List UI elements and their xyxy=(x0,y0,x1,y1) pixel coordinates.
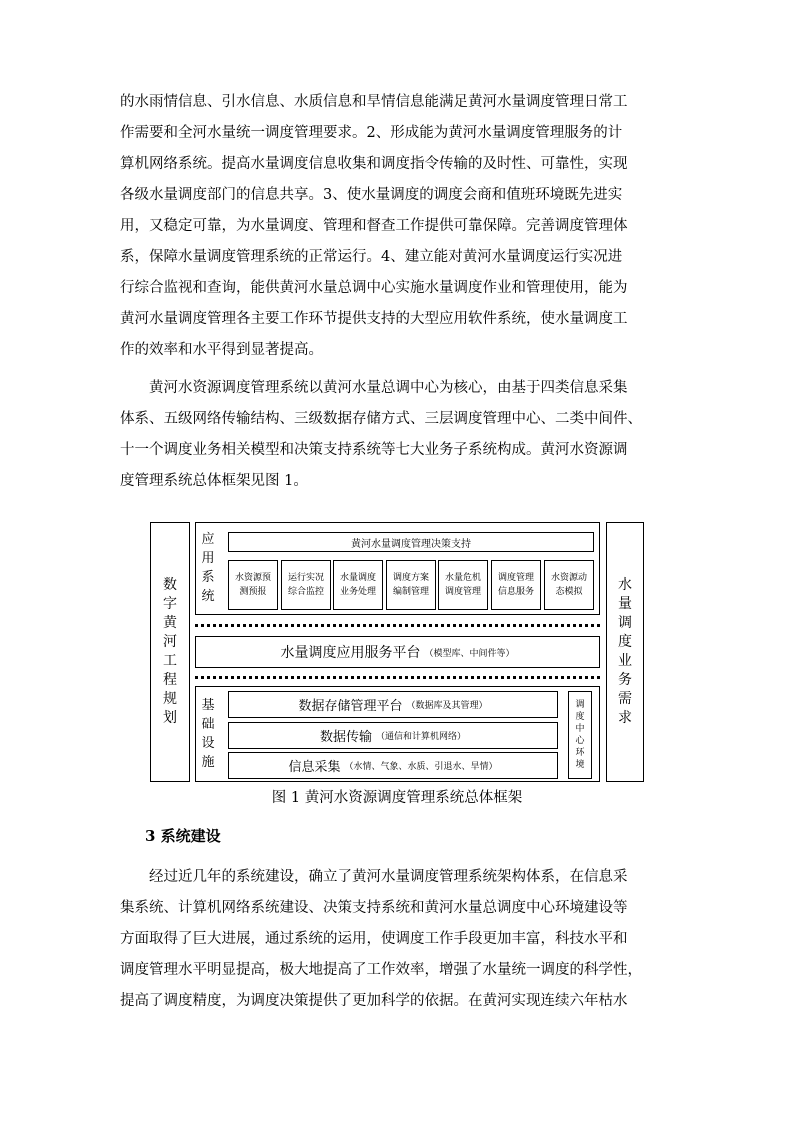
decision-support-label: 黄河水量调度管理决策支持 xyxy=(351,538,471,550)
data-storage-box xyxy=(228,691,558,718)
label-char: 境 xyxy=(575,760,585,770)
application-system-label xyxy=(197,524,219,612)
module-label: 水资源动态模拟 xyxy=(550,573,587,597)
label-char: 中 xyxy=(575,724,585,734)
module-label: 运行实况综合监控 xyxy=(287,573,324,597)
label-char: 河 xyxy=(163,634,177,650)
data-storage-label: 数据存储管理平台 xyxy=(298,699,403,714)
dotted-divider xyxy=(195,624,600,627)
module-box xyxy=(438,560,488,610)
info-collection-note: （水情、气象、水质、引退水、旱情） xyxy=(344,762,498,772)
data-transmission-box xyxy=(228,722,558,749)
text-line: 用，又稳定可靠，为水量调度、管理和督查工作提供可靠保障。完善调度管理体 xyxy=(120,218,628,234)
infrastructure-label xyxy=(197,690,219,778)
text-line: 系，保障水量调度管理系统的正常运行。4、建立能对黄河水量调度运行实况进 xyxy=(120,249,623,265)
paragraph-2 xyxy=(120,373,680,497)
text-line: 集系统、计算机网络系统建设、决策支持系统和黄河水量总调度中心环境建设等 xyxy=(120,900,628,916)
paragraph-1 xyxy=(120,87,680,366)
label-char: 度 xyxy=(618,634,632,650)
label-char: 度 xyxy=(575,712,585,722)
module-box xyxy=(228,560,278,610)
text-line: 提高了调度精度，为调度决策提供了更加科学的依据。在黄河实现连续六年枯水 xyxy=(120,993,628,1009)
digital-yellow-river-label xyxy=(150,522,190,782)
label-char: 需 xyxy=(618,691,632,707)
service-platform-note: （模型库、中间件等） xyxy=(424,648,515,659)
dispatch-center-environment-box xyxy=(568,691,592,779)
text-line: 经过近几年的系统建设，确立了黄河水量调度管理系统架构体系，在信息采 xyxy=(120,869,628,885)
text-line: 算机网络系统。提高水量调度信息收集和调度指令传输的及时性、可靠性，实现 xyxy=(120,156,628,172)
label-char: 黄 xyxy=(163,615,177,631)
label-char: 心 xyxy=(575,736,585,746)
label-char: 基 xyxy=(201,698,215,713)
label-char: 水 xyxy=(618,577,632,593)
text-line: 十一个调度业务相关模型和决策支持系统等七大业务子系统构成。黄河水资源调 xyxy=(120,442,628,458)
decision-support-box xyxy=(228,532,594,552)
label-char: 量 xyxy=(618,596,632,612)
info-collection-box xyxy=(228,752,558,779)
label-char: 字 xyxy=(163,596,177,612)
service-platform-box xyxy=(195,636,600,668)
module-label: 水量调度业务处理 xyxy=(339,573,376,597)
text-line: 调度管理水平明显提高，极大地提高了工作效率，增强了水量统一调度的科学性， xyxy=(120,962,642,978)
text-line: 各级水量调度部门的信息共享。3、使水量调度的调度会商和值班环境既先进实 xyxy=(120,187,623,203)
text-line: 方面取得了巨大进展，通过系统的运用，使调度工作手段更加丰富，科技水平和 xyxy=(120,931,628,947)
label-char: 求 xyxy=(618,710,632,726)
text-line: 黄河水资源调度管理系统以黄河水量总调中心为核心，由基于四类信息采集 xyxy=(120,380,628,396)
module-box xyxy=(544,560,594,610)
label-char: 调 xyxy=(575,700,585,710)
label-char: 环 xyxy=(575,748,585,758)
data-storage-note: （数据库及其管理） xyxy=(406,701,488,711)
data-transmission-label: 数据传输 xyxy=(319,730,372,745)
text-line: 作需要和全河水量统一调度管理要求。2、形成能为黄河水量调度管理服务的计 xyxy=(120,125,623,141)
module-box xyxy=(333,560,383,610)
label-char: 工 xyxy=(163,653,177,669)
info-collection-label: 信息采集 xyxy=(288,760,341,775)
label-char: 数 xyxy=(163,577,177,593)
module-box xyxy=(491,560,541,610)
label-char: 应 xyxy=(201,532,215,547)
figure-caption: 图 1 黄河水资源调度管理系统总体框架 xyxy=(271,790,523,806)
module-box xyxy=(386,560,436,610)
label-char: 规 xyxy=(163,691,177,707)
water-dispatch-demand-label xyxy=(606,522,644,782)
module-label: 水量危机调度管理 xyxy=(444,573,481,597)
label-char: 施 xyxy=(201,755,215,770)
label-char: 统 xyxy=(201,589,215,604)
text-line: 体系、五级网络传输结构、三级数据存储方式、三层调度管理中心、二类中间件、 xyxy=(120,411,642,427)
label-char: 程 xyxy=(163,672,177,688)
label-char: 系 xyxy=(201,570,215,585)
text-line: 度管理系统总体框架见图 1。 xyxy=(120,473,308,489)
label-char: 务 xyxy=(618,672,632,688)
text-line: 作的效率和水平得到显著提高。 xyxy=(120,342,323,358)
module-label: 调度方案编制管理 xyxy=(392,573,429,597)
dotted-divider xyxy=(195,676,600,679)
module-label: 调度管理信息服务 xyxy=(497,573,534,597)
module-label: 水资源预测预报 xyxy=(234,573,271,597)
text-line: 的水雨情信息、引水信息、水质信息和旱情信息能满足黄河水量调度管理日常工 xyxy=(120,94,628,110)
section-heading: 3 系统建设 xyxy=(145,827,221,845)
text-line: 黄河水量调度管理各主要工作环节提供支持的大型应用软件系统，使水量调度工 xyxy=(120,311,628,327)
label-char: 用 xyxy=(201,551,215,566)
module-box xyxy=(281,560,331,610)
label-char: 划 xyxy=(163,710,177,726)
text-line: 行综合监视和查询，能供黄河水量总调中心实施水量调度作业和管理使用，能为 xyxy=(120,280,628,296)
label-char: 设 xyxy=(201,736,215,751)
label-char: 业 xyxy=(618,653,632,669)
label-char: 础 xyxy=(201,717,215,732)
service-platform-label: 水量调度应用服务平台 xyxy=(280,645,421,661)
paragraph-3 xyxy=(120,862,680,1017)
data-transmission-note: （通信和计算机网络） xyxy=(376,732,467,742)
label-char: 调 xyxy=(618,615,632,631)
